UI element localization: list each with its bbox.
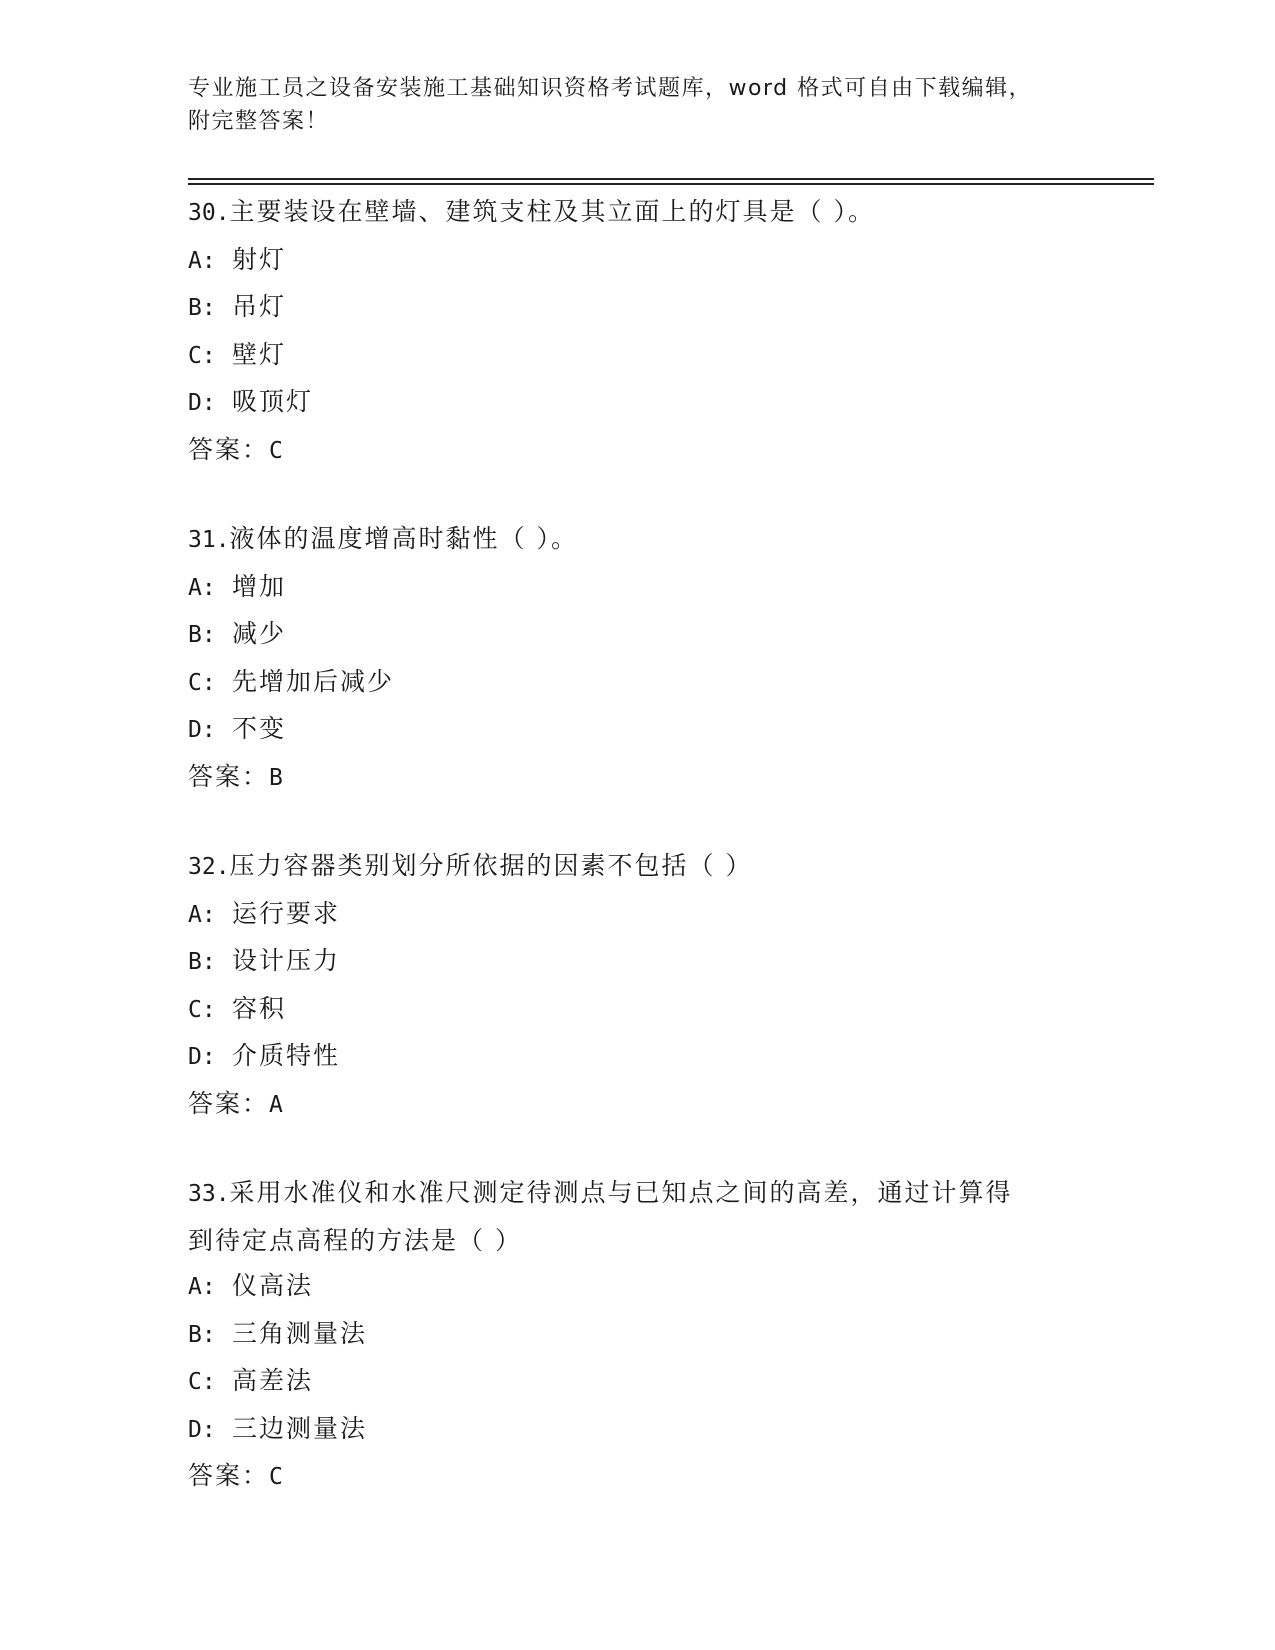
option-text: 吊灯 bbox=[232, 292, 287, 321]
answer-value: B bbox=[269, 764, 283, 791]
question-number: 31. bbox=[188, 527, 230, 553]
option-text: 壁灯 bbox=[232, 339, 287, 369]
question-number: 33. bbox=[188, 1181, 230, 1207]
option-b bbox=[188, 284, 1088, 332]
header-divider-top bbox=[188, 178, 1154, 180]
option-text: 运行要求 bbox=[232, 898, 341, 928]
question-text bbox=[188, 843, 1088, 891]
option-text: 吸顶灯 bbox=[232, 387, 314, 416]
option-key: B: bbox=[188, 1321, 216, 1348]
option-text: 射灯 bbox=[232, 244, 287, 274]
option-a bbox=[188, 564, 1088, 612]
answer-value: A bbox=[269, 1091, 283, 1118]
header-line-1: 专业施工员之设备安装施工基础知识资格考试题库，word 格式可自由下载编辑， bbox=[188, 76, 1033, 101]
option-c bbox=[188, 659, 1088, 707]
option-a bbox=[188, 237, 1088, 285]
option-key: C: bbox=[188, 342, 216, 369]
header-divider-bottom bbox=[188, 183, 1154, 185]
answer-label: 答案： bbox=[188, 434, 270, 464]
option-text: 先增加后减少 bbox=[232, 666, 395, 696]
option-text: 介质特性 bbox=[232, 1041, 341, 1070]
option-a bbox=[188, 1263, 1088, 1311]
option-b bbox=[188, 938, 1088, 986]
question-text-line: 主要装设在壁墙、建筑支柱及其立面上的灯具是（ ）。 bbox=[229, 197, 875, 226]
option-text: 设计压力 bbox=[232, 946, 341, 975]
option-d bbox=[188, 1406, 1088, 1454]
option-d bbox=[188, 379, 1088, 427]
option-key: C: bbox=[188, 1369, 216, 1395]
option-key: D: bbox=[188, 1044, 216, 1070]
answer-label: 答案： bbox=[188, 1461, 270, 1490]
question-31 bbox=[188, 516, 1088, 801]
option-key: C: bbox=[188, 996, 216, 1023]
option-c bbox=[188, 986, 1088, 1034]
question-32 bbox=[188, 843, 1088, 1128]
option-key: A: bbox=[188, 1274, 216, 1300]
question-text-line: 液体的温度增高时黏性（ ）。 bbox=[229, 524, 578, 553]
answer-value: C bbox=[269, 437, 283, 464]
option-key: B: bbox=[188, 622, 216, 648]
option-c bbox=[188, 1358, 1088, 1406]
question-text bbox=[188, 1170, 1088, 1218]
option-key: D: bbox=[188, 717, 216, 743]
answer-line bbox=[188, 1081, 1088, 1129]
answer-line bbox=[188, 754, 1088, 802]
option-text: 高差法 bbox=[232, 1366, 314, 1395]
option-a bbox=[188, 891, 1088, 939]
header-line-2: 附完整答案！ bbox=[188, 109, 330, 134]
question-number: 30. bbox=[188, 200, 230, 226]
option-text: 三角测量法 bbox=[232, 1318, 368, 1348]
question-text-continued: 到待定点高程的方法是（ ） bbox=[188, 1225, 522, 1255]
question-text-line: 采用水准仪和水准尺测定待测点与已知点之间的高差，通过计算得 bbox=[229, 1178, 1013, 1207]
answer-line bbox=[188, 427, 1088, 475]
question-30 bbox=[188, 189, 1088, 474]
option-key: D: bbox=[188, 390, 216, 416]
option-text: 不变 bbox=[232, 714, 287, 743]
option-key: A: bbox=[188, 574, 216, 601]
option-text: 容积 bbox=[232, 993, 287, 1023]
question-text-line: 压力容器类别划分所依据的因素不包括（ ） bbox=[229, 851, 753, 880]
option-key: B: bbox=[188, 295, 216, 321]
answer-line bbox=[188, 1453, 1088, 1501]
option-key: A: bbox=[188, 247, 216, 274]
question-list bbox=[188, 189, 1088, 1543]
option-key: C: bbox=[188, 669, 216, 696]
option-key: A: bbox=[188, 901, 216, 928]
option-text: 仪高法 bbox=[232, 1271, 314, 1300]
answer-label: 答案： bbox=[188, 761, 270, 791]
answer-label: 答案： bbox=[188, 1088, 270, 1118]
option-text: 三边测量法 bbox=[232, 1413, 368, 1443]
option-text: 减少 bbox=[232, 619, 287, 648]
option-d bbox=[188, 1033, 1088, 1081]
question-text bbox=[188, 189, 1088, 237]
answer-value: C bbox=[269, 1464, 283, 1490]
option-b bbox=[188, 1311, 1088, 1359]
option-b bbox=[188, 611, 1088, 659]
option-key: D: bbox=[188, 1416, 216, 1443]
option-text: 增加 bbox=[232, 571, 287, 601]
question-33 bbox=[188, 1170, 1088, 1501]
question-number: 32. bbox=[188, 854, 230, 880]
option-d bbox=[188, 706, 1088, 754]
option-c bbox=[188, 332, 1088, 380]
document-header bbox=[188, 72, 1068, 138]
question-text bbox=[188, 516, 1088, 564]
option-key: B: bbox=[188, 949, 216, 975]
